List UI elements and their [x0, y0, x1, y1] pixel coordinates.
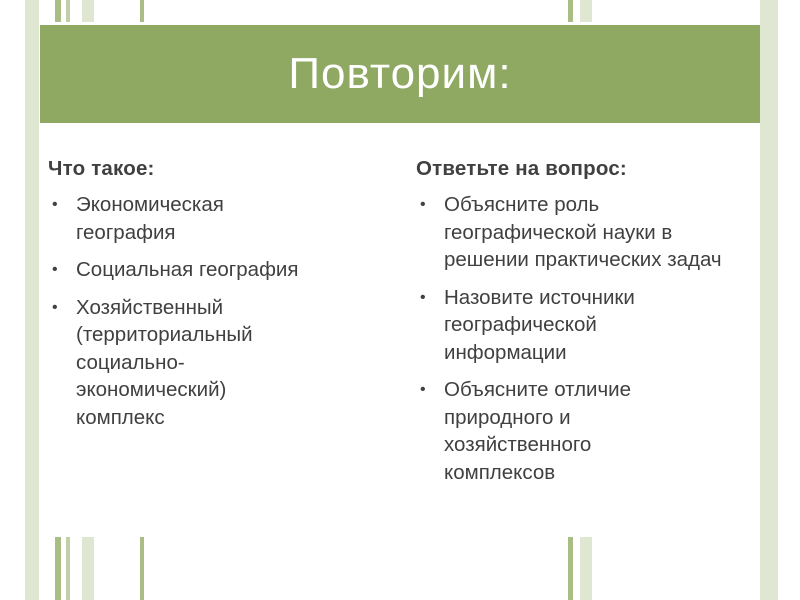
bullet-icon: • [420, 196, 426, 213]
list-item-text: Объясните отличие природного и хозяйственного комплексов [444, 378, 632, 484]
bullet-icon: • [52, 196, 58, 213]
list-item-text: Хозяйственный (территориальный социально-экономический) комплекс [76, 295, 253, 429]
right-column [416, 157, 756, 496]
list-item-text: Назовите источники географической информации [444, 285, 635, 364]
list-item [48, 294, 393, 432]
left-column-list [48, 191, 393, 431]
list-item-text: Объясните роль географической науки в решении практических задач [444, 193, 722, 271]
title-banner [40, 25, 760, 123]
slide-title: Повторим: [288, 49, 512, 98]
left-column [48, 157, 393, 441]
bullet-icon: • [52, 298, 58, 316]
list-item [48, 256, 393, 284]
background-stripe [25, 0, 39, 600]
right-column-heading: Ответьте на вопрос: [416, 157, 627, 180]
left-column-heading: Что такое: [48, 157, 155, 180]
list-item-text: Социальная география [76, 258, 299, 281]
list-item [48, 191, 393, 246]
bullet-icon: • [420, 288, 426, 306]
bullet-icon: • [420, 381, 426, 398]
list-item [416, 191, 756, 274]
right-column-list [416, 191, 756, 486]
list-item [416, 376, 756, 486]
background-stripe [760, 0, 778, 600]
list-item-text: Экономическая география [76, 193, 224, 244]
bullet-icon: • [52, 261, 58, 278]
list-item [416, 284, 756, 367]
